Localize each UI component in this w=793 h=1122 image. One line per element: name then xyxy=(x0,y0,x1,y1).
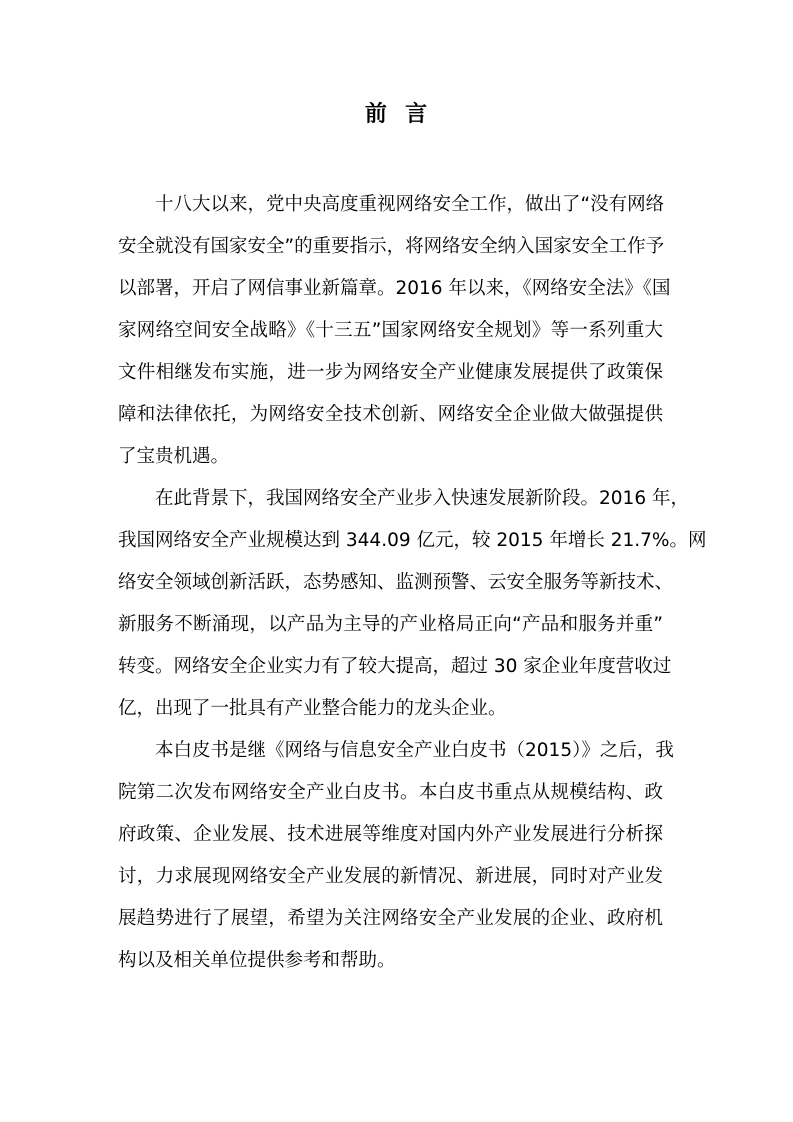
page-title: 前 言 xyxy=(364,102,429,127)
paragraph-1-line-7: 了宝贵机遇。 xyxy=(118,446,230,467)
paragraph-2-line-6: 亿，出现了一批具有产业整合能力的龙头企业。 xyxy=(118,698,507,719)
paragraph-2-line-4: 新服务不断涌现，以产品为主导的产业格局正向“产品和服务并重” xyxy=(118,614,663,635)
paragraph-2-line-1: 在此背景下，我国网络安全产业步入快速发展新阶段。2016 年， xyxy=(155,488,689,509)
paragraph-1-line-4: 家网络空间安全战略》《十三五”国家网络安全规划》等一系列重大 xyxy=(118,320,663,341)
paragraph-1-line-3: 以部署，开启了网信事业新篇章。2016 年以来，《网络安全法》《国 xyxy=(118,278,671,299)
paragraph-2-line-5: 转变。网络安全企业实力有了较大提高，超过 30 家企业年度营收过 xyxy=(118,656,672,677)
paragraph-1-line-5: 文件相继发布实施，进一步为网络安全产业健康发展提供了政策保 xyxy=(118,362,663,383)
paragraph-3-line-5: 展趋势进行了展望，希望为关注网络安全产业发展的企业、政府机 xyxy=(118,908,663,929)
paragraph-2-line-3: 络安全领域创新活跃，态势感知、监测预警、云安全服务等新技术、 xyxy=(118,572,674,593)
paragraph-3-line-4: 讨，力求展现网络安全产业发展的新情况、新进展，同时对产业发 xyxy=(118,866,663,887)
paragraph-3-line-3: 府政策、企业发展、技术进展等维度对国内外产业发展进行分析探 xyxy=(118,824,663,845)
paragraph-1-line-6: 障和法律依托，为网络安全技术创新、网络安全企业做大做强提供 xyxy=(118,404,663,425)
paragraph-1-line-2: 安全就没有国家安全”的重要指示，将网络安全纳入国家安全工作予 xyxy=(118,236,665,257)
paragraph-2-line-2: 我国网络安全产业规模达到 344.09 亿元，较 2015 年增长 21.7%。网 xyxy=(118,530,707,551)
paragraph-3-line-1: 本白皮书是继《网络与信息安全产业白皮书（2015）》之后，我 xyxy=(155,740,674,761)
paragraph-3-line-2: 院第二次发布网络安全产业白皮书。本白皮书重点从规模结构、政 xyxy=(118,782,663,803)
paragraph-1-line-1: 十八大以来，党中央高度重视网络安全工作，做出了“没有网络 xyxy=(155,194,665,215)
paragraph-3-line-6: 构以及相关单位提供参考和帮助。 xyxy=(118,950,396,971)
preface-body xyxy=(118,184,707,982)
